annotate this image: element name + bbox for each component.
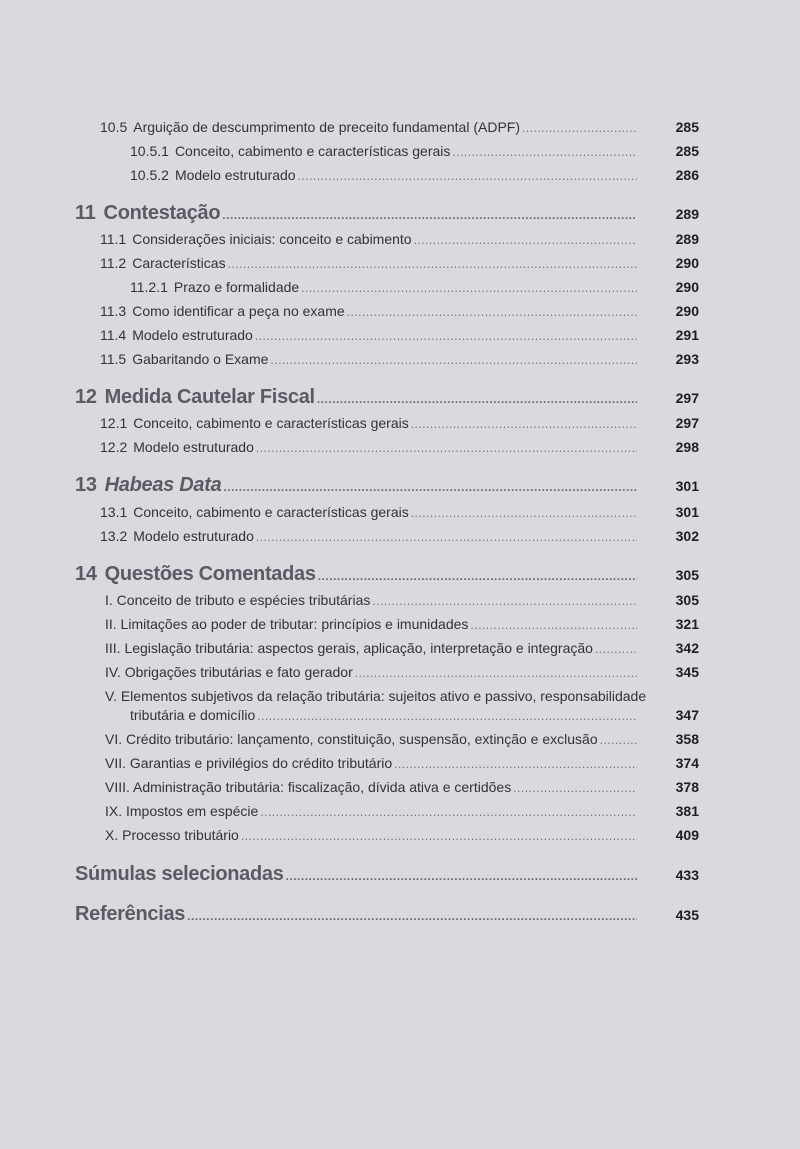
leader-dots <box>600 733 637 747</box>
toc-entry-title: tributária e domicílio <box>130 707 256 724</box>
toc-entry-number: 11.2.1 <box>130 279 168 296</box>
leader-dots <box>256 441 637 455</box>
leader-dots <box>470 618 637 632</box>
toc-entry-title: Prazo e formalidade <box>173 279 300 296</box>
toc-entry-line <box>130 143 637 159</box>
toc-page-number: 433 <box>675 867 699 883</box>
toc-entry-number: 11.2 <box>100 255 127 272</box>
toc-entry-line <box>100 255 637 271</box>
leader-dots <box>522 121 637 135</box>
leader-dots <box>255 329 637 343</box>
toc-entry-line <box>75 903 637 926</box>
toc-entry-line <box>105 592 637 608</box>
toc-entry-number: 13.2 <box>100 528 128 545</box>
toc-page-number: 301 <box>675 504 699 521</box>
toc-entry-number: 12.1 <box>100 415 128 432</box>
leader-dots <box>228 257 637 271</box>
toc-entry-line <box>105 731 637 747</box>
toc-entry-line <box>100 327 637 343</box>
toc-entry-line <box>75 563 637 586</box>
toc-entry-line <box>105 779 637 795</box>
leader-dots <box>187 909 637 923</box>
leader-dots <box>318 569 637 583</box>
toc-entry-line <box>75 202 637 225</box>
leader-dots <box>595 642 637 656</box>
leader-dots <box>257 709 637 723</box>
leader-dots <box>223 480 637 494</box>
toc-page-number: 321 <box>675 616 699 633</box>
toc-entry-title: Considerações iniciais: conceito e cabimento <box>132 231 412 248</box>
toc-entry-line <box>100 439 637 455</box>
toc-page-number: 289 <box>675 206 699 222</box>
leader-dots <box>347 305 637 319</box>
toc-page-number: 290 <box>675 303 699 320</box>
toc-entry-title: Gabaritando o Exame <box>132 351 269 368</box>
toc-entry-title: VII. Garantias e privilégios do crédito tributário <box>105 755 393 772</box>
leader-dots <box>355 666 637 680</box>
toc-entry-title: X. Processo tributário <box>105 827 239 844</box>
toc-entry-line <box>105 640 637 656</box>
toc-page-number: 347 <box>675 707 699 724</box>
toc-entry-title: II. Limitações ao poder de tributar: princípios e imunidades <box>105 616 469 633</box>
toc-entry-title: IX. Impostos em espécie <box>105 803 259 820</box>
toc-entry-line <box>105 664 637 680</box>
toc-entry-line <box>130 167 637 183</box>
toc-entry-title: Características <box>132 255 226 272</box>
toc-entry-line <box>100 119 637 135</box>
toc-entry-title: V. Elementos subjetivos da relação tributária: sujeitos ativo e passivo, responsabilidade <box>105 688 647 705</box>
toc-entry-title: Referências <box>75 903 186 925</box>
leader-dots <box>270 353 637 367</box>
toc-entry-line <box>100 351 637 367</box>
toc-entry-number: 11.3 <box>100 303 127 320</box>
toc-entry-number: 11.5 <box>100 351 127 368</box>
toc-page-number: 290 <box>675 279 699 296</box>
toc-entry-line <box>100 231 637 247</box>
toc-entry-line <box>75 386 637 409</box>
toc-page-number: 293 <box>675 351 699 368</box>
toc-page-number: 285 <box>675 119 699 136</box>
toc-entry-title: Súmulas selecionadas <box>75 863 284 885</box>
leader-dots <box>256 530 637 544</box>
toc-entry-title: Modelo estruturado <box>133 528 254 545</box>
toc-entry-number: 13 <box>75 474 97 496</box>
toc-entry-line <box>100 528 637 544</box>
toc-page-number: 301 <box>675 478 699 494</box>
toc-entry-title: Conceito, cabimento e características gerais <box>174 143 451 160</box>
toc-entry-number: 13.1 <box>100 504 128 521</box>
toc-entry-number: 11 <box>75 202 96 224</box>
toc-page-number: 435 <box>675 907 699 923</box>
toc-page-number: 381 <box>675 803 699 820</box>
toc-page-number: 358 <box>675 731 699 748</box>
toc-entry-line <box>105 803 637 819</box>
toc-entry-number: 11.1 <box>100 231 127 248</box>
toc-entry-title: VI. Crédito tributário: lançamento, constituição, suspensão, extinção e exclusão <box>105 731 598 748</box>
leader-dots <box>513 781 637 795</box>
toc-entry-number: 10.5 <box>100 119 128 136</box>
toc-entry-title: IV. Obrigações tributárias e fato gerador <box>105 664 353 681</box>
toc-entry-line <box>105 616 637 632</box>
toc-entry-title: I. Conceito de tributo e espécies tributárias <box>105 592 371 609</box>
toc-entry-title: VIII. Administração tributária: fiscalização, dívida ativa e certidões <box>105 779 512 796</box>
toc-entry-line <box>130 707 637 723</box>
toc-page-number: 286 <box>675 167 699 184</box>
toc-entry-number: 10.5.2 <box>130 167 169 184</box>
leader-dots <box>411 506 637 520</box>
toc-entry-title: Questões Comentadas <box>104 563 316 585</box>
toc-entry-title: Arguição de descumprimento de preceito fundamental (ADPF) <box>133 119 520 136</box>
leader-dots <box>286 869 637 883</box>
toc-entry-line <box>100 504 637 520</box>
toc-page-number: 305 <box>675 592 699 609</box>
leader-dots <box>241 829 637 843</box>
toc-entry-line <box>105 827 637 843</box>
leader-dots <box>452 145 637 159</box>
toc-page-number: 291 <box>675 327 699 344</box>
toc-entry-title: Como identificar a peça no exame <box>132 303 345 320</box>
toc-entry-number: 14 <box>75 563 97 585</box>
toc-entry-title: Modelo estruturado <box>133 439 254 456</box>
toc-page-number: 297 <box>675 390 699 406</box>
leader-dots <box>372 594 637 608</box>
toc-entry-title: Modelo estruturado <box>174 167 296 184</box>
toc-entry-line <box>75 474 637 497</box>
leader-dots <box>298 169 637 183</box>
toc-page-number: 298 <box>675 439 699 456</box>
leader-dots <box>222 208 637 222</box>
toc-page-number: 374 <box>675 755 699 772</box>
leader-dots <box>260 805 637 819</box>
toc-entry-number: 12.2 <box>100 439 128 456</box>
toc-entry-title: III. Legislação tributária: aspectos gerais, aplicação, interpretação e integração <box>105 640 593 657</box>
leader-dots <box>414 233 637 247</box>
toc-entry-number: 12 <box>75 386 97 408</box>
toc-entry-title: Conceito, cabimento e características gerais <box>133 504 409 521</box>
leader-dots <box>394 757 637 771</box>
toc-page-number: 297 <box>675 415 699 432</box>
toc-page-number: 345 <box>675 664 699 681</box>
toc-page-number: 342 <box>675 640 699 657</box>
toc-entry-line <box>105 755 637 771</box>
toc-page-number: 305 <box>675 567 699 583</box>
toc-page-number: 302 <box>675 528 699 545</box>
toc-entry-title: Habeas Data <box>104 474 222 496</box>
toc-entry-line <box>100 303 637 319</box>
toc-entry-line <box>130 279 637 295</box>
toc-page-number: 289 <box>675 231 699 248</box>
toc-page-number: 409 <box>675 827 699 844</box>
toc-entry-line <box>75 863 637 886</box>
leader-dots <box>317 392 637 406</box>
toc-entry-title: Medida Cautelar Fiscal <box>104 386 315 408</box>
toc-entry-title: Contestação <box>103 202 221 224</box>
toc-entry-title: Modelo estruturado <box>132 327 253 344</box>
toc-entry-line <box>100 415 637 431</box>
leader-dots <box>301 281 637 295</box>
toc-entry-number: 10.5.1 <box>130 143 169 160</box>
leader-dots <box>411 417 637 431</box>
toc-entry-number: 11.4 <box>100 327 127 344</box>
toc-page-number: 290 <box>675 255 699 272</box>
toc-page-number: 378 <box>675 779 699 796</box>
toc-entry-title: Conceito, cabimento e características gerais <box>133 415 409 432</box>
toc-page-number: 285 <box>675 143 699 160</box>
